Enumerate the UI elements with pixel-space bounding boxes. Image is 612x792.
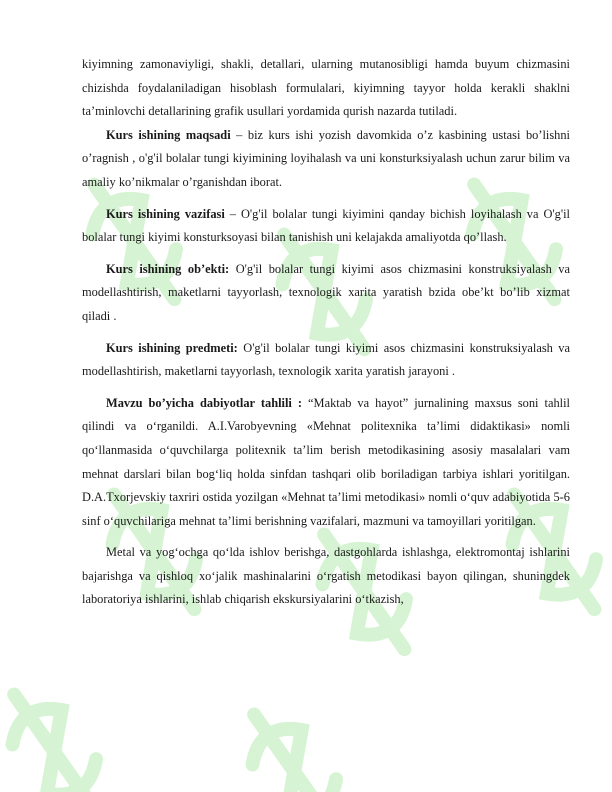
paragraph-literature [82, 392, 570, 534]
paragraph-text: – O'g'il bolalar tungi kiyimini qanday bichish loyihalash va O'g'il bolalar tungi kiyimi konsturksoyasi bilan tanishish uni kelajakda amaliyotda qo’llash. [82, 206, 570, 245]
paragraph-subject [82, 337, 570, 384]
paragraph-text: O'g'il bolalar tungi kiyimi asos chizmasini konstruksiyalash va modellashtirish, maketlarni tayyorlash, texnologik xarita yaratish jarayoni . [82, 340, 570, 379]
paragraph-methods [82, 541, 570, 612]
paragraph-text: O'g'il bolalar tungi kiyimi asos chizmasini konstruksiyalash va modellashtirish, maketlarni tayyorlash, texnologik xarita yaratish bzida obe’kt bo’lib xizmat qiladi . [82, 261, 570, 323]
paragraph-text: – biz kurs ishi yozish davomkida o’z kasbining ustasi bo’lishni o’ragnish , o'g'il bolalar tungi kiyimining loyihalash va uni konsturksiyalash uchun zarur bilim va amaliy ko’nikmalar o’rganishdan iborat. [82, 127, 570, 189]
paragraph-text: Metal va yog‘ochga qo‘lda ishlov berishga, dastgohlarda ishlashga, elektromontaj ishlarini bajarishga va qishloq xo‘jalik mashinalarini o‘rgatish metodikasi bayon qilingan, shuningdek laboratoriya ishlarini, ishlab chiqarish ekskursiyalarini o‘tkazish, [82, 545, 570, 607]
paragraph-lead: Kurs ishining vazifasi [106, 206, 225, 221]
document-page [82, 53, 570, 612]
paragraph-text: “Maktab va hayot” jurnalining maxsus soni tahlil qilindi va o‘rganildi. A.I.Varobyevning «Mehnat politexnika ta’limi didaktikasi» nomli qo‘llanmasida o‘quvchilarga politexnik ta’lim berish metodikasining asosiy masalalari vam mehnat darslari bilan bog‘liq holda sinfdan tashqari olib boriladigan tarbiya ishlari yoritilgan. D.A.Txorjevskiy taxriri ostida yozilgan «Mehnat ta’limi metodikasi» nomli o‘quv adabiyotida 5-6 sinf o‘quvchilariga mehnat ta’limi berishning vazifalari, mazmuni va tamoyillari yoritilgan. [82, 395, 570, 528]
paragraph-object [82, 258, 570, 329]
paragraph-lead: Kurs ishining predmeti: [106, 340, 238, 355]
paragraph-task [82, 203, 570, 250]
paragraph-lead: Kurs ishining ob’ekti: [106, 261, 230, 276]
paragraph-intro [82, 53, 570, 124]
paragraph-goal [82, 124, 570, 195]
paragraph-lead: Mavzu bo’yicha dabiyotlar tahlili : [106, 395, 303, 410]
paragraph-lead: Kurs ishining maqsadi [106, 127, 231, 142]
paragraph-text: kiyimning zamonaviyligi, shakli, detallari, ularning mutanosibligi hamda buyum chizmasini chizishda foydalaniladigan hisoblash formulalari, kiyimning tayyor holda kerakli shaklni ta’minlovchi detallarining grafik usullari yordamida qurish nazarda tutiladi. [82, 57, 570, 119]
